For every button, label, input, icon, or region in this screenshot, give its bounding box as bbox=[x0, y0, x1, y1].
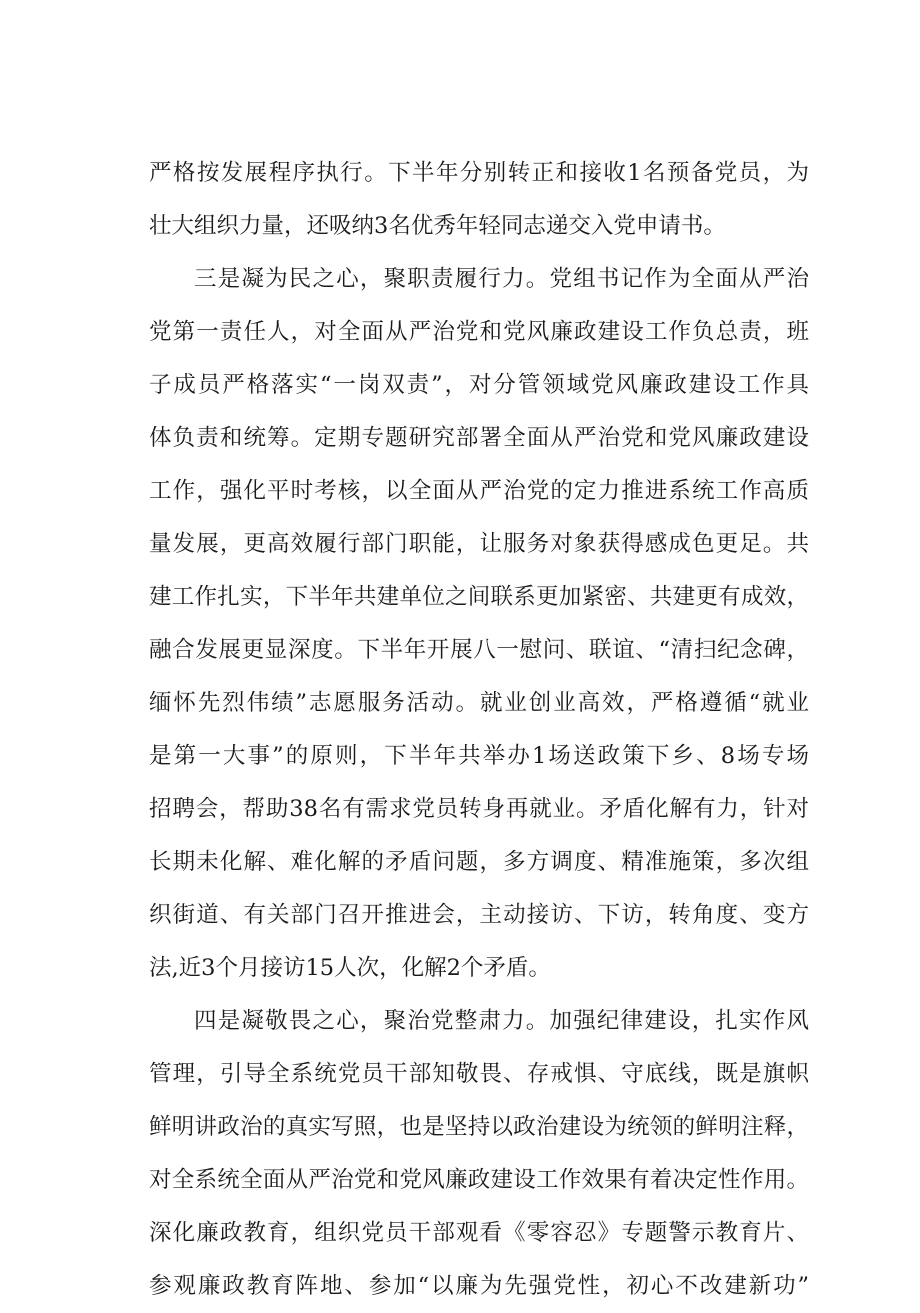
text-line: 工作，强化平时考核，以全面从严治党的定力推进系统工作高质 bbox=[149, 478, 809, 504]
text-line: 建工作扎实，下半年共建单位之间联系更加紧密、共建更有成效， bbox=[149, 584, 809, 610]
text-line: 管理，引导全系统党员干部知敬畏、存戒惧、守底线，既是旗帜 bbox=[149, 1061, 809, 1087]
paragraph bbox=[149, 253, 809, 995]
text-line: 鲜明讲政治的真实写照，也是坚持以政治建设为统领的鲜明注释， bbox=[149, 1114, 809, 1140]
text-line: 量发展，更高效履行部门职能，让服务对象获得感成色更足。共 bbox=[149, 531, 809, 557]
paragraph bbox=[149, 147, 809, 253]
text-line: 缅怀先烈伟绩”志愿服务活动。就业创业高效，严格遵循“就业 bbox=[149, 690, 809, 716]
document-body bbox=[149, 147, 809, 1313]
text-line: 是第一大事”的原则，下半年共举办1场送政策下乡、8场专场 bbox=[149, 743, 809, 769]
text-line: 法,近3个月接访15人次，化解2个矛盾。 bbox=[149, 955, 551, 981]
text-line: 深化廉政教育，组织党员干部观看《零容忍》专题警示教育片、 bbox=[149, 1220, 809, 1246]
text-line: 长期未化解、难化解的矛盾问题，多方调度、精准施策，多次组 bbox=[149, 849, 809, 875]
text-line: 融合发展更显深度。下半年开展八一慰问、联谊、“清扫纪念碑， bbox=[149, 637, 809, 663]
text-line: 参观廉政教育阵地、参加“以廉为先强党性，初心不改建新功” bbox=[149, 1273, 809, 1299]
text-line: 四是凝敬畏之心，聚治党整肃力。加强纪律建设，扎实作风 bbox=[194, 1008, 809, 1034]
paragraph bbox=[149, 995, 809, 1313]
text-line: 织街道、有关部门召开推进会，主动接访、下访，转角度、变方 bbox=[149, 902, 809, 928]
text-line: 招聘会，帮助38名有需求党员转身再就业。矛盾化解有力，针对 bbox=[149, 796, 809, 822]
text-line: 体负责和统筹。定期专题研究部署全面从严治党和党风廉政建设 bbox=[149, 425, 809, 451]
text-line: 子成员严格落实“一岗双责”，对分管领域党风廉政建设工作具 bbox=[149, 372, 809, 398]
text-line: 党第一责任人，对全面从严治党和党风廉政建设工作负总责，班 bbox=[149, 319, 809, 345]
text-line: 严格按发展程序执行。下半年分别转正和接收1名预备党员，为 bbox=[149, 160, 809, 186]
text-line: 壮大组织力量，还吸纳3名优秀年轻同志递交入党申请书。 bbox=[149, 213, 726, 239]
text-line: 三是凝为民之心，聚职责履行力。党组书记作为全面从严治 bbox=[194, 266, 809, 292]
text-line: 对全系统全面从严治党和党风廉政建设工作效果有着决定性作用。 bbox=[149, 1167, 809, 1193]
